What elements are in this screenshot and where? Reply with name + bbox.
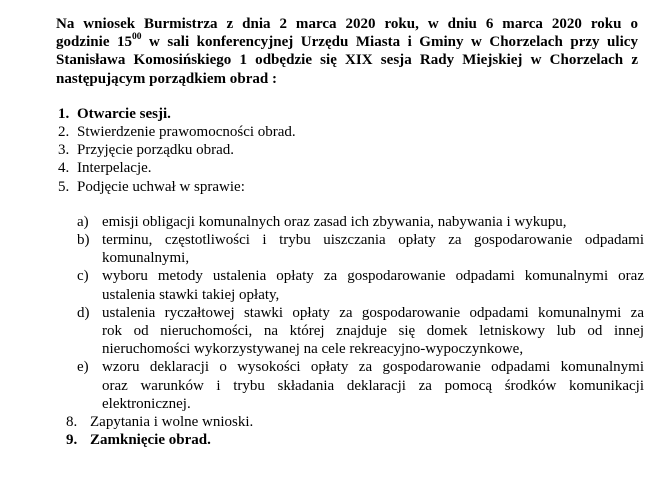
intro-line-4: następującym porządkiem obrad : bbox=[56, 70, 278, 87]
subitem-line: ustalenia ryczałtowej stawki opłaty za gospodarowanie odpadami komunalnymi za bbox=[102, 304, 644, 321]
subitem-line: nieruchomości wykorzystywanej na cele rekreacyjno-wypoczynkowe, bbox=[102, 341, 524, 358]
agenda-number: 3. bbox=[58, 142, 70, 159]
subitem-d bbox=[29, 304, 644, 359]
subitem-letter: c) bbox=[77, 268, 89, 285]
subitem-line: wyboru metody ustalenia opłaty za gospodarowanie odpadami komunalnymi oraz bbox=[102, 268, 644, 285]
agenda-number: 5. bbox=[58, 178, 70, 195]
agenda-text: Interpelacje. bbox=[77, 160, 152, 177]
agenda-item-8 bbox=[29, 413, 638, 431]
agenda-text: Zapytania i wolne wnioski. bbox=[90, 414, 254, 431]
intro-line-2-pre: godzinie 15 bbox=[56, 34, 133, 51]
subitem-letter: a) bbox=[77, 213, 89, 230]
agenda-number: 9. bbox=[66, 432, 78, 449]
agenda-text: Otwarcie sesji. bbox=[77, 105, 171, 122]
agenda-number: 2. bbox=[58, 124, 70, 141]
intro-line-2-post: w sali konferencyjnej Urzędu Miasta i Gminy w Chorzelach przy ulicy bbox=[141, 34, 638, 51]
agenda-item-3 bbox=[29, 141, 638, 159]
agenda-text: Stwierdzenie prawomocności obrad. bbox=[77, 124, 296, 141]
agenda-item-1 bbox=[29, 105, 638, 123]
agenda-number: 4. bbox=[58, 160, 70, 177]
resolution-sublist bbox=[29, 213, 644, 413]
agenda-item-4 bbox=[29, 159, 638, 177]
subitem-line: emisji obligacji komunalnych oraz zasad ich zbywania, nabywania i wykupu, bbox=[102, 213, 567, 230]
agenda-list-tail bbox=[29, 413, 638, 449]
agenda-text: Zamknięcie obrad. bbox=[90, 432, 211, 449]
subitem-letter: e) bbox=[77, 359, 89, 376]
agenda-text: Podjęcie uchwał w sprawie: bbox=[77, 178, 245, 195]
subitem-b bbox=[29, 231, 644, 267]
intro-line-3: Stanisława Komosińskiego 1 odbędzie się XIX sesja Rady Miejskiej w Chorzelach z bbox=[56, 52, 638, 69]
intro-line-2 bbox=[29, 33, 638, 51]
subitem-line: komunalnymi, bbox=[102, 250, 190, 267]
subitem-letter: b) bbox=[77, 232, 90, 249]
agenda-item-5 bbox=[29, 178, 638, 196]
subitem-letter: d) bbox=[77, 304, 90, 321]
subitem-line: wzoru deklaracji o wysokości opłaty za gospodarowanie odpadami komunalnymi bbox=[102, 359, 644, 376]
subitem-e bbox=[29, 358, 644, 413]
subitem-line: ustalenia stawki takiej opłaty, bbox=[102, 286, 280, 303]
subitem-line: elektronicznej. bbox=[102, 395, 191, 412]
subitem-c bbox=[29, 267, 644, 303]
subitem-a bbox=[29, 213, 644, 231]
agenda-number: 1. bbox=[58, 105, 70, 122]
agenda-item-2 bbox=[29, 123, 638, 141]
agenda-text: Przyjęcie porządku obrad. bbox=[77, 142, 235, 159]
subitem-line: oraz warunków i trybu składania deklaracji za pomocą środków komunikacji bbox=[102, 377, 644, 394]
subitem-line: terminu, częstotliwości i trybu uiszczania opłaty za gospodarowanie odpadami bbox=[102, 232, 644, 249]
agenda-item-9 bbox=[29, 431, 638, 449]
intro-line-1: Na wniosek Burmistrza z dnia 2 marca 2020 roku, w dniu 6 marca 2020 roku o bbox=[56, 16, 638, 32]
intro-paragraph bbox=[29, 15, 638, 88]
subitem-line: rok od nieruchomości, na której znajduje się domek letniskowy lub od innej bbox=[102, 323, 644, 340]
time-superscript: 00 bbox=[132, 32, 142, 43]
agenda-list bbox=[29, 105, 638, 196]
agenda-number: 8. bbox=[66, 414, 78, 431]
